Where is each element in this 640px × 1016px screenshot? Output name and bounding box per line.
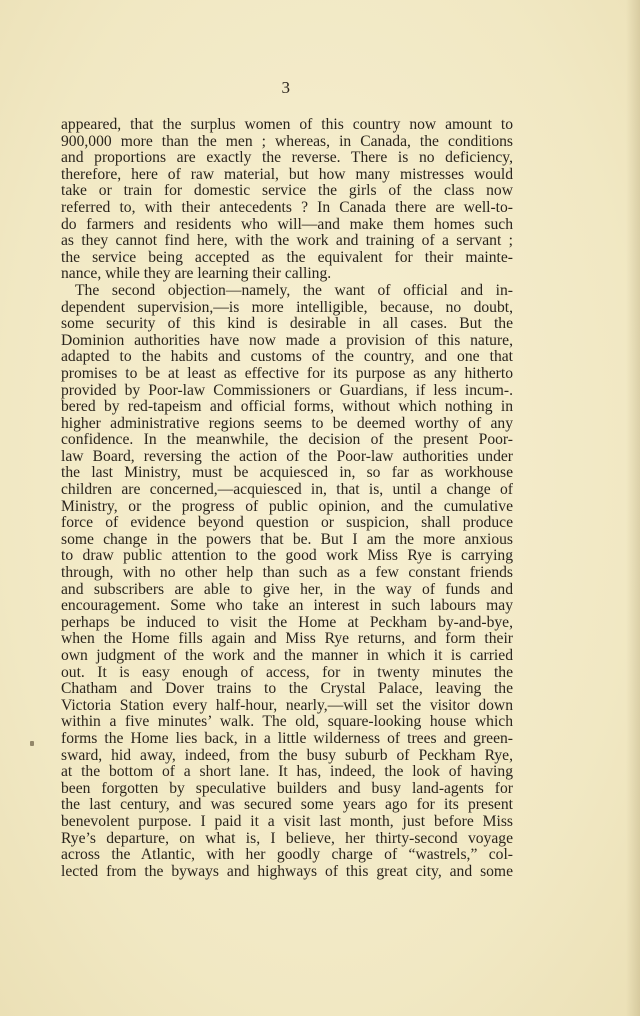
- text-line: out. It is easy enough of access, for in twenty minutes the: [61, 663, 513, 681]
- text-line: encouragement. Some who take an interest in such labours may: [61, 597, 513, 615]
- text-line: at the bottom of a short lane. It has, indeed, the look of having: [61, 763, 513, 781]
- margin-mark: [30, 741, 34, 746]
- page-edge-shadow: [626, 0, 640, 1016]
- text-line: children are concerned,—acquiesced in, that is, until a change of: [61, 481, 513, 499]
- text-line: therefore, here of raw material, but how many mistresses would: [61, 165, 513, 183]
- text-line: Chatham and Dover trains to the Crystal Palace, leaving the: [61, 680, 513, 698]
- text-line: forms the Home lies back, in a little wilderness of trees and green-: [61, 729, 513, 747]
- text-line: take or train for domestic service the girls of the class now: [61, 182, 513, 200]
- text-line: lected from the byways and highways of this great city, and some: [61, 862, 513, 880]
- text-line: 900,000 more than the men ; whereas, in Canada, the conditions: [61, 132, 513, 150]
- page-number: 3: [281, 78, 291, 97]
- text-line: across the Atlantic, with her goodly charge of “wastrels,” col-: [61, 846, 513, 864]
- text-line: appeared, that the surplus women of this country now amount to: [61, 116, 513, 133]
- text-line: some change in the powers that be. But I am the more anxious: [61, 530, 513, 548]
- text-line: Rye’s departure, on what is, I believe, her thirty-second voyage: [61, 829, 513, 847]
- text-line: higher administrative regions seems to be deemed worthy of any: [61, 414, 513, 432]
- text-line: Victoria Station every half-hour, nearly,—will set the visitor down: [61, 696, 513, 714]
- text-line: law Board, reversing the action of the Poor-law authorities under: [61, 447, 513, 465]
- text-line: within a five minutes’ walk. The old, square-looking house which: [61, 713, 513, 731]
- text-line: do farmers and residents who will—and make them homes such: [61, 215, 513, 233]
- text-line: force of evidence beyond question or suspicion, shall produce: [61, 514, 513, 532]
- text-line: as they cannot find here, with the work and training of a servant ;: [61, 232, 513, 250]
- text-line: been forgotten by speculative builders and busy land-agents for: [61, 779, 513, 797]
- text-line: the service being accepted as the equivalent for their mainte-: [61, 248, 513, 266]
- text-line: adapted to the habits and customs of the country, and one that: [61, 348, 513, 366]
- body-text: [61, 117, 513, 880]
- text-line: and proportions are exactly the reverse. There is no deficiency,: [61, 149, 513, 167]
- text-line: benevolent purpose. I paid it a visit last month, just before Miss: [61, 812, 513, 830]
- text-line: to draw public attention to the good work Miss Rye is carrying: [61, 547, 513, 565]
- text-line: nance, while they are learning their calling.: [61, 265, 332, 283]
- text-line: own judgment of the work and the manner in which it is carried: [61, 647, 513, 664]
- text-line: provided by Poor-law Commissioners or Guardians, if less incum-.: [61, 381, 513, 399]
- text-line: The second objection—namely, the want of official and in-: [75, 281, 513, 299]
- text-line: dependent supervision,—is more intelligible, because, no doubt,: [61, 298, 513, 316]
- text-line: sward, hid away, indeed, from the busy suburb of Peckham Rye,: [61, 746, 513, 764]
- text-line: the last Ministry, must be acquiesced in, so far as workhouse: [61, 464, 513, 482]
- text-line: some security of this kind is desirable in all cases. But the: [61, 315, 513, 333]
- text-line: Ministry, or the progress of public opinion, and the cumulative: [61, 497, 513, 515]
- text-line: bered by red-tapeism and official forms, without which nothing in: [61, 398, 513, 416]
- text-line: confidence. In the meanwhile, the decision of the present Poor-: [61, 431, 513, 449]
- text-line: when the Home fills again and Miss Rye returns, and form their: [61, 630, 513, 648]
- text-line: promises to be at least as effective for its purpose as any hitherto: [61, 364, 513, 382]
- text-line: perhaps be induced to visit the Home at Peckham by-and-bye,: [61, 613, 513, 631]
- text-line: and subscribers are able to give her, in the way of funds and: [61, 580, 513, 598]
- text-line: through, with no other help than such as a few constant friends: [61, 564, 513, 582]
- text-line: the last century, and was secured some years ago for its present: [61, 796, 513, 814]
- text-line: referred to, with their antecedents ? In Canada there are well-to-: [61, 198, 513, 216]
- text-line: Dominion authorities have now made a provision of this nature,: [61, 331, 513, 349]
